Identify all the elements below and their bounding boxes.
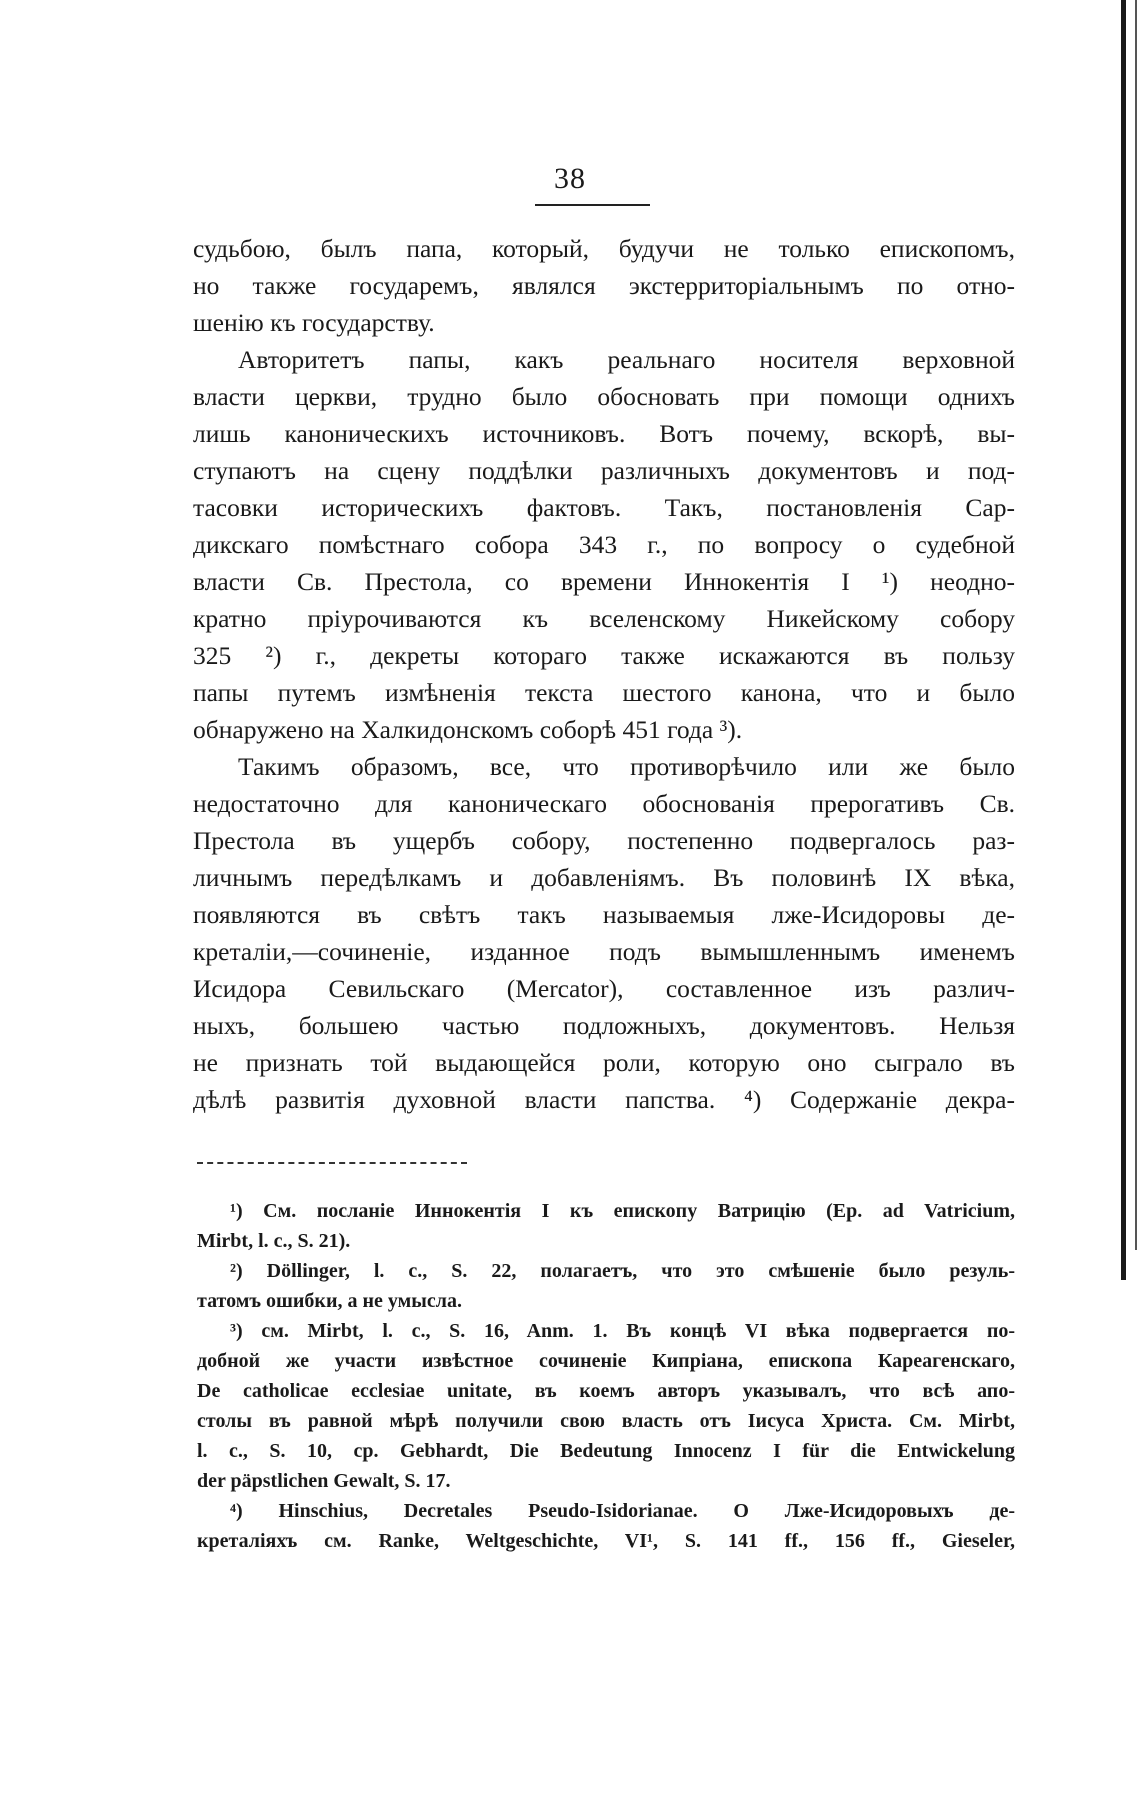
- body-text-line: лишь каноническихъ источниковъ. Вотъ почему, вскорѣ, вы-: [193, 419, 1015, 448]
- footnote-line: ³) см. Mirbt, l. c., S. 16, Anm. 1. Въ концѣ VI вѣка подвергается по-: [230, 1320, 1015, 1342]
- body-text-line: дикскаго помѣстнаго собора 343 г., по вопросу о судебной: [193, 530, 1015, 559]
- body-text-line: но также государемъ, являлся экстерриторіальнымъ по отно-: [193, 271, 1015, 300]
- footnote-line: De catholicae ecclesiae unitate, въ коемъ авторъ указывалъ, что всѣ апо-: [197, 1380, 1015, 1402]
- body-text-line: судьбою, былъ папа, который, будучи не только епископомъ,: [193, 234, 1015, 263]
- body-text-line: дѣлѣ развитія духовной власти папства. ⁴) Содержаніе декра-: [193, 1085, 1015, 1114]
- footnote-line: ⁴) Hinschius, Decretales Pseudo-Isidorianae. О Лже-Исидоровыхъ де-: [230, 1500, 1015, 1522]
- footnotes: [197, 1196, 1015, 1556]
- body-text-line: 325 ²) г., декреты котораго также искажаются въ пользу: [193, 641, 1015, 670]
- body-text-line: не признать той выдающейся роли, которую оно сыграло въ: [193, 1048, 1015, 1077]
- body-text-line: папы путемъ измѣненія текста шестого канона, что и было: [193, 678, 1015, 707]
- body-text-line: Престола въ ущербъ собору, постепенно подвергалось раз-: [193, 826, 1015, 855]
- body-text-line: личнымъ передѣлкамъ и добавленіямъ. Въ половинѣ IX вѣка,: [193, 863, 1015, 892]
- footnote-line: ²) Döllinger, l. c., S. 22, полагаетъ, что это смѣшеніе было резуль-: [230, 1260, 1015, 1282]
- page-number: 38: [554, 162, 586, 195]
- body-text-line: власти церкви, трудно было обосновать при помощи однихъ: [193, 382, 1015, 411]
- body-text-line: появляются въ свѣтъ такъ называемыя лже-Исидоровы де-: [193, 900, 1015, 929]
- body-text-line: обнаружено на Халкидонскомъ соборѣ 451 года ³).: [193, 715, 743, 744]
- body-text-line: Исидора Севильскаго (Mercator), составленное изъ различ-: [193, 974, 1015, 1003]
- body-text-line: кратно пріурочиваются къ вселенскому Никейскому собору: [193, 604, 1015, 633]
- body-text-line: ныхъ, большею частью подложныхъ, документовъ. Нельзя: [193, 1011, 1015, 1040]
- page-number-rule: [535, 204, 650, 206]
- footnote-line: der päpstlichen Gewalt, S. 17.: [197, 1470, 451, 1492]
- body-text-line: Такимъ образомъ, все, что противорѣчило или же было: [238, 752, 1015, 781]
- body-text-line: власти Св. Престола, со времени Иннокентія I ¹) неодно-: [193, 567, 1015, 596]
- body-text-line: шенію къ государству.: [193, 308, 435, 337]
- body-text-line: тасовки историческихъ фактовъ. Такъ, постановленія Сар-: [193, 493, 1015, 522]
- body-text-line: ступаютъ на сцену поддѣлки различныхъ документовъ и под-: [193, 456, 1015, 485]
- footnote-line: креталіяхъ см. Ranke, Weltgeschichte, VI¹, S. 141 ff., 156 ff., Gieseler,: [197, 1530, 1015, 1552]
- footnote-line: добной же участи извѣстное сочиненіе Кипріана, епископа Кареагенскаго,: [197, 1350, 1015, 1372]
- body-text-line: креталіи,—сочиненіе, изданное подъ вымышленнымъ именемъ: [193, 937, 1015, 966]
- footnote-separator: [197, 1162, 467, 1164]
- body-text-line: Авторитетъ папы, какъ реальнаго носителя верховной: [238, 345, 1015, 374]
- footnote-line: столы въ равной мѣрѣ получили свою власть отъ Іисуса Христа. См. Mirbt,: [197, 1410, 1015, 1432]
- footnote-line: l. c., S. 10, cp. Gebhardt, Die Bedeutung Innocenz I für die Entwickelung: [197, 1440, 1015, 1462]
- body-text-line: недостаточно для каноническаго обоснованія прерогативъ Св.: [193, 789, 1015, 818]
- footnote-line: Mirbt, l. c., S. 21).: [197, 1230, 351, 1252]
- footnote-line: татомъ ошибки, а не умысла.: [197, 1290, 462, 1312]
- footnote-line: ¹) См. посланіе Иннокентія I къ епископу Ватрицію (Ep. ad Vatricium,: [230, 1200, 1015, 1222]
- main-text: [193, 230, 1015, 1118]
